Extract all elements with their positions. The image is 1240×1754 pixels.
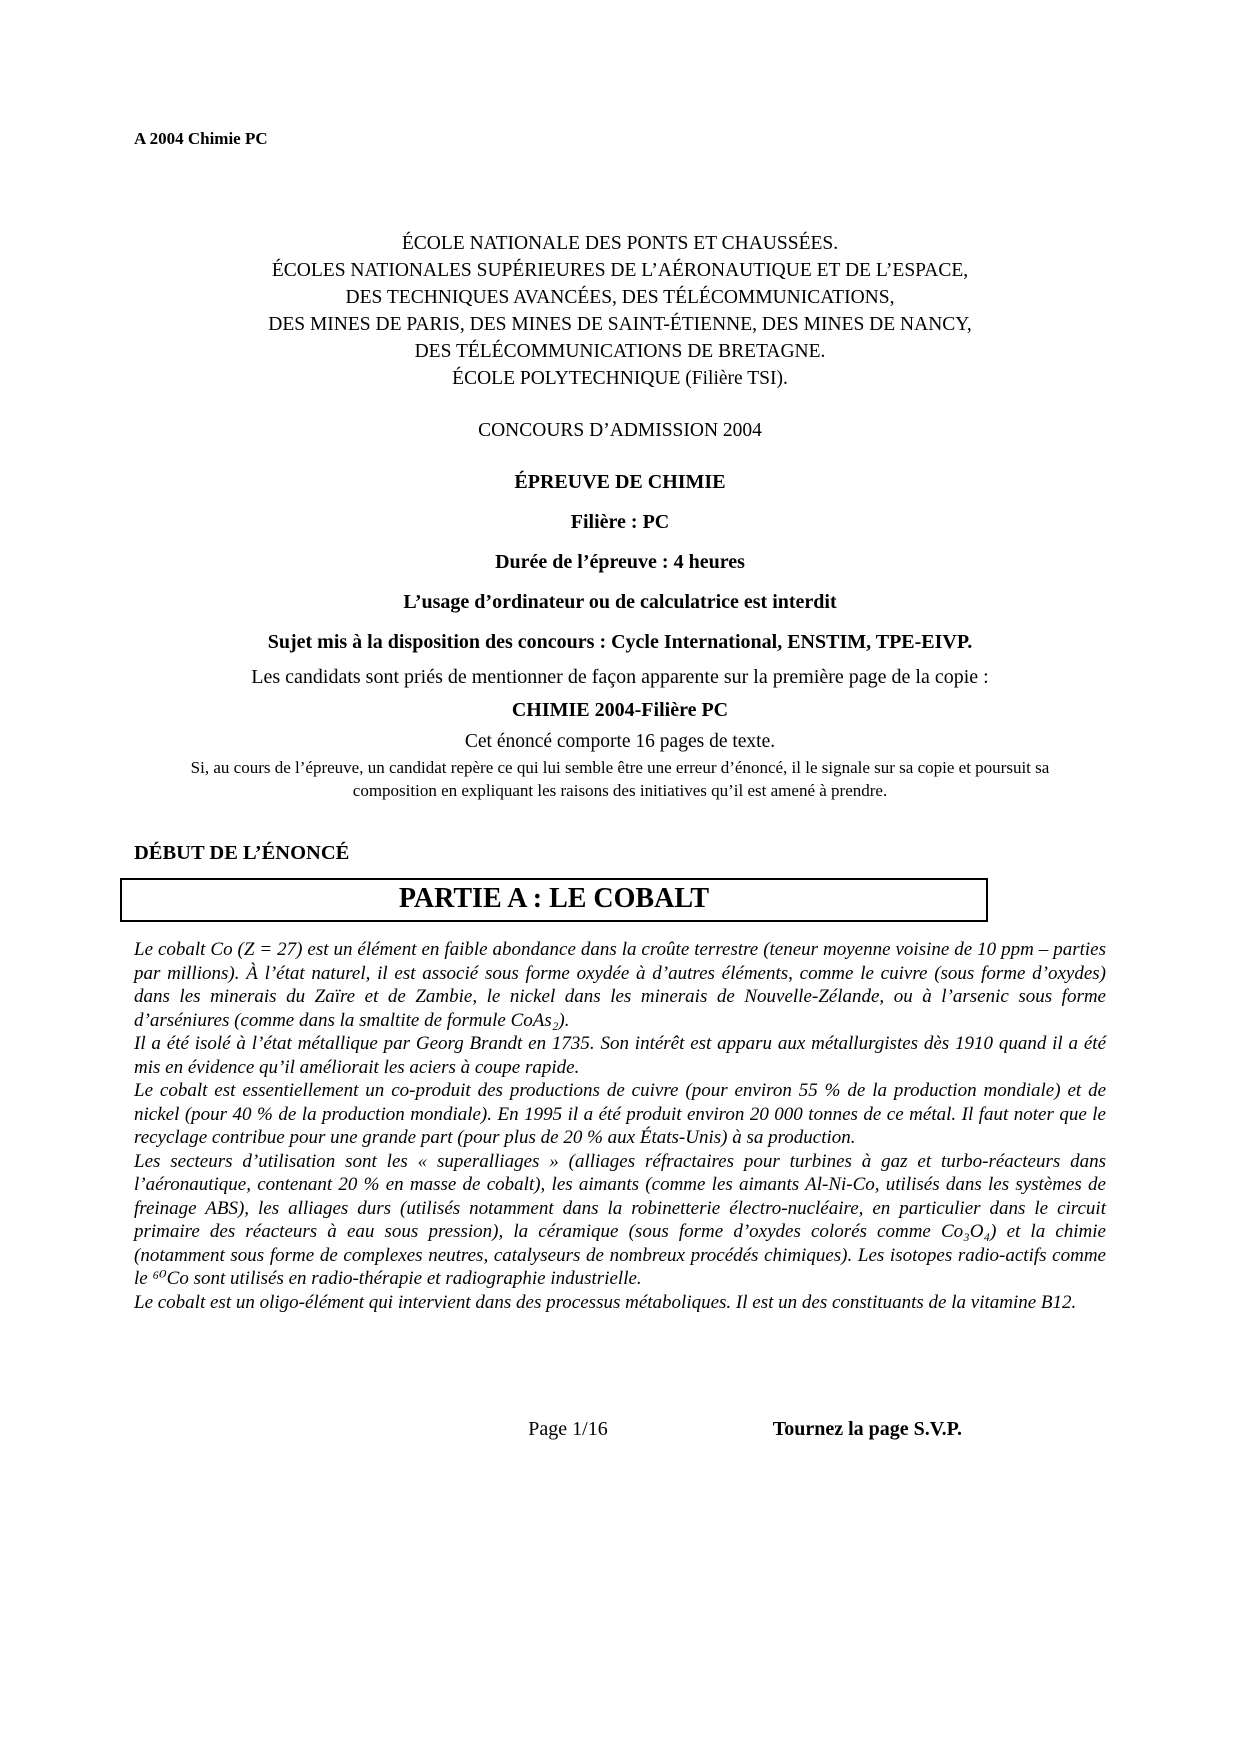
institution-line: ÉCOLE NATIONALE DES PONTS ET CHAUSSÉES. (401, 233, 839, 254)
debut-enonce-heading: DÉBUT DE L’ÉNONCÉ (134, 842, 350, 864)
filiere-line: Filière : PC (570, 511, 670, 533)
intro-paragraph: Le cobalt Co (Z = 27) est un élément en faible abondance dans la croûte terrestre (teneur moyenne voisine de 10 ppm – parties par millions). À l’état naturel, il est associé sous forme oxydée à d’autres éléments, comme le cuivre (sous forme d’oxydes) dans les minerais du Zaïre et de Zambie, le nickel dans les minerais de Nouvelle-Zélande, ou à l’arsenic sous forme d’arséniures (comme dans la smaltite de formule CoAs₂). (134, 939, 1106, 1031)
document-reference: A 2004 Chimie PC (134, 129, 268, 148)
intro-paragraph: Le cobalt est essentiellement un co-produit des productions de cuivre (pour environ 55 % de la production mondiale) et de nickel (pour 40 % de la production mondiale). En 1995 il a été produit environ 20 000 tonnes de ce métal. Il faut noter que le recyclage contribue pour une grande part (pour plus de 20 % aux États-Unis) à sa production. (134, 1080, 1106, 1148)
institution-line: DES TÉLÉCOMMUNICATIONS DE BRETAGNE. (414, 341, 826, 362)
chimie-reference: CHIMIE 2004-Filière PC (511, 699, 729, 721)
institution-line: ÉCOLES NATIONALES SUPÉRIEURES DE L’AÉRONAUTIQUE ET DE L’ESPACE, (271, 260, 969, 281)
page-number: Page 1/16 (528, 1418, 608, 1440)
usage-line: L’usage d’ordinateur ou de calculatrice est interdit (403, 591, 837, 613)
intro-paragraph: Il a été isolé à l’état métallique par Georg Brandt en 1735. Son intérêt est apparu aux métallurgistes dès 1910 quand il a été mis en évidence qu’il améliorait les aciers à coupe rapide. (134, 1033, 1106, 1078)
introduction-text (134, 938, 1106, 1314)
institution-line: ÉCOLE POLYTECHNIQUE (Filière TSI). (452, 368, 788, 389)
error-notice: Si, au cours de l’épreuve, un candidat repère ce qui lui semble être une erreur d’énoncé, il le signale sur sa copie et poursuit sa composition en expliquant les raisons des initiatives qu’il est amené à prendre. (190, 758, 1050, 800)
institution-line: DES TECHNIQUES AVANCÉES, DES TÉLÉCOMMUNICATIONS, (345, 287, 895, 308)
sujet-line: Sujet mis à la disposition des concours : Cycle International, ENSTIM, TPE-EIVP. (267, 631, 973, 653)
institution-line: DES MINES DE PARIS, DES MINES DE SAINT-ÉTIENNE, DES MINES DE NANCY, (268, 314, 972, 335)
intro-paragraph: Les secteurs d’utilisation sont les « superalliages » (alliages réfractaires pour turbines à gaz et turbo-réacteurs dans l’aéronautique, contenant 20 % en masse de cobalt), les aimants (comme les aimants Al-Ni-Co, utilisés dans les systèmes de freinage ABS), les alliages durs (utilisés notamment dans la robinetterie électro-nucléaire, en particulier dans le circuit primaire des réacteurs à eau sous pression), la céramique (sous forme d’oxydes colorés comme Co₃O₄) et la chimie (notamment sous forme de complexes neutres, catalyseurs de nombreux procédés chimiques). Les isotopes radio-actifs comme le ⁶⁰Co sont utilisés en radio-thérapie et radiographie industrielle. (134, 1150, 1106, 1289)
partie-a-title-box: PARTIE A : LE COBALT (120, 878, 988, 922)
epreuve-title: ÉPREUVE DE CHIMIE (514, 471, 726, 493)
candidats-note: Les candidats sont priés de mentionner de façon apparente sur la première page de la copie : (251, 666, 989, 688)
intro-paragraph: Le cobalt est un oligo-élément qui intervient dans des processus métaboliques. Il est un des constituants de la vitamine B12. (134, 1291, 1077, 1313)
turn-page-note: Tournez la page S.V.P. (772, 1418, 962, 1440)
pages-count-note: Cet énoncé comporte 16 pages de texte. (464, 731, 776, 752)
concours-title: CONCOURS D’ADMISSION 2004 (478, 420, 762, 441)
institutions-block (134, 230, 1106, 392)
duree-line: Durée de l’épreuve : 4 heures (495, 551, 745, 573)
